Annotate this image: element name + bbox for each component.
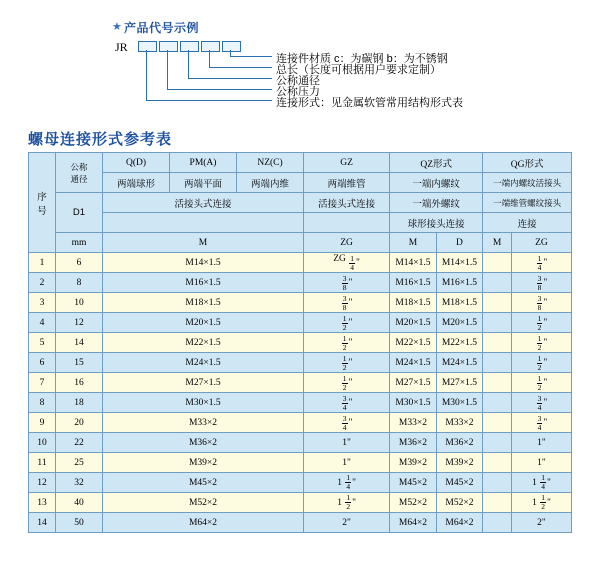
leader-line: [146, 100, 272, 101]
header-blank: [304, 213, 390, 233]
cell-qg-m: [483, 353, 512, 373]
table-row: [29, 413, 572, 433]
star-icon: ★: [112, 21, 122, 33]
cell-qg-zg: 1 $\frac{1}{4}$ ": [511, 473, 571, 493]
header-group-qg: QG形式: [483, 153, 572, 173]
cell-qz-m: M22×1.5: [390, 333, 437, 353]
leader-label-nominal-diameter: 公称通径: [276, 75, 320, 87]
table-header-row: [29, 213, 572, 233]
header-qz-outer-thread: 一端外螺纹: [390, 193, 483, 213]
code-segment-2: [159, 41, 178, 52]
header-unit-m: M: [103, 233, 304, 253]
cell-qg-zg: $\frac{1}{2}$ ": [511, 373, 571, 393]
code-segment-3: [180, 41, 199, 52]
header-group-nzc: NZ(C): [237, 153, 304, 173]
header-seq: 序 号: [29, 153, 56, 253]
header-union-connection: 活接头式连接: [103, 193, 304, 213]
header-group-gz: GZ: [304, 153, 390, 173]
table-row: [29, 513, 572, 533]
cell-qz-m: M27×1.5: [390, 373, 437, 393]
cell-m: M64×2: [103, 513, 304, 533]
leader-line: [209, 50, 210, 67]
leader-line: [146, 50, 147, 100]
table-row: [29, 253, 572, 273]
cell-seq: 8: [29, 393, 56, 413]
cell-qg-m: [483, 453, 512, 473]
table-row: [29, 313, 572, 333]
table-header-row: [29, 153, 572, 173]
cell-qg-zg: 1": [511, 433, 571, 453]
cell-m: M27×1.5: [103, 373, 304, 393]
cell-qz-m: M45×2: [390, 473, 437, 493]
cell-qg-zg: 1": [511, 453, 571, 473]
leader-line: [167, 89, 272, 90]
cell-qz-d: M22×1.5: [436, 333, 483, 353]
cell-dn: 15: [56, 353, 103, 373]
cell-qg-zg: $\frac{3}{8}$ ": [511, 273, 571, 293]
header-group-qz: QZ形式: [390, 153, 483, 173]
leader-line: [188, 50, 189, 78]
cell-qz-m: M36×2: [390, 433, 437, 453]
table-row: [29, 393, 572, 413]
cell-qz-d: M30×1.5: [436, 393, 483, 413]
cell-dn: 50: [56, 513, 103, 533]
table-row: [29, 293, 572, 313]
cell-dn: 6: [56, 253, 103, 273]
table-header-row: [29, 193, 572, 213]
cell-qz-m: M52×2: [390, 493, 437, 513]
cell-zg: $\frac{3}{4}$ ": [304, 393, 390, 413]
cell-qg-zg: $\frac{3}{4}$ ": [511, 413, 571, 433]
cell-seq: 5: [29, 333, 56, 353]
cell-qz-m: M33×2: [390, 413, 437, 433]
cell-qz-d: M39×2: [436, 453, 483, 473]
cell-zg: $\frac{1}{2}$ ": [304, 353, 390, 373]
header-qg-cone-thread-joint: 一端维管螺纹接头: [483, 193, 572, 213]
cell-seq: 4: [29, 313, 56, 333]
leader-line: [209, 67, 272, 68]
page-title: 螺母连接形式参考表: [28, 131, 173, 148]
cell-qg-zg: $\frac{1}{2}$ ": [511, 353, 571, 373]
cell-dn: 40: [56, 493, 103, 513]
nut-connection-table: [28, 152, 572, 533]
table-row: [29, 493, 572, 513]
cell-seq: 14: [29, 513, 56, 533]
leader-label-material: 连接件材质 c：为碳钢 b：为不锈钢: [276, 53, 448, 65]
cell-m: M30×1.5: [103, 393, 304, 413]
cell-m: M39×2: [103, 453, 304, 473]
table-row: [29, 433, 572, 453]
table-row: [29, 453, 572, 473]
header-unit-qz-d: D: [436, 233, 483, 253]
cell-qg-zg: $\frac{1}{2}$ ": [511, 313, 571, 333]
table-row: [29, 373, 572, 393]
cell-qg-m: [483, 493, 512, 513]
cell-m: M14×1.5: [103, 253, 304, 273]
cell-dn: 18: [56, 393, 103, 413]
leader-line: [167, 50, 168, 89]
header-unit-qg-zg: ZG: [511, 233, 571, 253]
cell-qz-m: M14×1.5: [390, 253, 437, 273]
cell-zg: ZG $\frac{1}{4}$ ": [304, 253, 390, 273]
header-blank: [103, 213, 304, 233]
cell-qg-zg: 1 $\frac{1}{2}$ ": [511, 493, 571, 513]
cell-zg: $\frac{3}{4}$ ": [304, 413, 390, 433]
leader-line: [188, 78, 272, 79]
cell-qz-m: M39×2: [390, 453, 437, 473]
header-sub-inner-thread: 一端内螺纹: [390, 173, 483, 193]
cell-m: M33×2: [103, 413, 304, 433]
cell-qz-d: M36×2: [436, 433, 483, 453]
cell-qz-d: M33×2: [436, 413, 483, 433]
cell-qg-m: [483, 293, 512, 313]
cell-zg: 1 $\frac{1}{4}$ ": [304, 473, 390, 493]
cell-zg: $\frac{1}{2}$ ": [304, 373, 390, 393]
cell-qg-m: [483, 273, 512, 293]
cell-dn: 25: [56, 453, 103, 473]
cell-seq: 10: [29, 433, 56, 453]
code-segment-1: [138, 41, 157, 52]
cell-zg: $\frac{1}{2}$ ": [304, 333, 390, 353]
header-gz-union-connection: 活接头式连接: [304, 193, 390, 213]
cell-zg: 2": [304, 513, 390, 533]
cell-qg-zg: $\frac{1}{4}$ ": [511, 253, 571, 273]
cell-qz-d: M16×1.5: [436, 273, 483, 293]
cell-qz-d: M64×2: [436, 513, 483, 533]
cell-qg-m: [483, 513, 512, 533]
leader-line: [230, 56, 272, 57]
header-sub-flat: 两端平面: [170, 173, 237, 193]
header-qg-connection: 连接: [483, 213, 572, 233]
header-sub-cone-pipe: 两端维管: [304, 173, 390, 193]
cell-m: M52×2: [103, 493, 304, 513]
cell-zg: $\frac{1}{2}$ ": [304, 313, 390, 333]
leader-label-connection-type: 连接形式：见金属软管常用结构形式表: [276, 97, 463, 109]
cell-dn: 14: [56, 333, 103, 353]
code-prefix: JR: [115, 40, 128, 54]
cell-m: M22×1.5: [103, 333, 304, 353]
cell-qg-m: [483, 413, 512, 433]
cell-qz-m: M18×1.5: [390, 293, 437, 313]
cell-qz-d: M24×1.5: [436, 353, 483, 373]
cell-qg-m: [483, 313, 512, 333]
table-row: [29, 353, 572, 373]
cell-zg: $\frac{3}{8}$ ": [304, 273, 390, 293]
cell-seq: 7: [29, 373, 56, 393]
cell-dn: 16: [56, 373, 103, 393]
cell-zg: 1": [304, 453, 390, 473]
header-dn: 公称 通径: [56, 153, 103, 193]
header-sub-inner-thread-union: 一端内螺纹活接头: [483, 173, 572, 193]
header-d1: D1: [56, 193, 103, 233]
cell-qz-d: M52×2: [436, 493, 483, 513]
cell-qz-m: M30×1.5: [390, 393, 437, 413]
cell-m: M20×1.5: [103, 313, 304, 333]
code-segment-4: [201, 41, 220, 52]
leader-label-length: 总长（长度可根据用户要求定制）: [276, 64, 441, 76]
leader-label-nominal-pressure: 公称压力: [276, 86, 320, 98]
cell-dn: 10: [56, 293, 103, 313]
product-code-diagram: [0, 0, 600, 122]
header-sub-inner-cone: 两端内维: [237, 173, 304, 193]
code-segment-5: [222, 41, 241, 52]
table-row: [29, 273, 572, 293]
cell-seq: 11: [29, 453, 56, 473]
header-group-pma: PM(A): [170, 153, 237, 173]
cell-seq: 2: [29, 273, 56, 293]
cell-dn: 8: [56, 273, 103, 293]
cell-qg-m: [483, 253, 512, 273]
cell-m: M24×1.5: [103, 353, 304, 373]
header-qz-ball-joint: 球形接头连接: [390, 213, 483, 233]
header-group-qd: Q(D): [103, 153, 170, 173]
cell-qz-d: M18×1.5: [436, 293, 483, 313]
cell-seq: 9: [29, 413, 56, 433]
cell-qz-d: M14×1.5: [436, 253, 483, 273]
cell-m: M18×1.5: [103, 293, 304, 313]
cell-m: M36×2: [103, 433, 304, 453]
cell-qg-m: [483, 433, 512, 453]
cell-dn: 32: [56, 473, 103, 493]
cell-seq: 13: [29, 493, 56, 513]
diagram-title: 产品代号示例: [124, 21, 200, 35]
cell-qz-d: M27×1.5: [436, 373, 483, 393]
cell-qz-m: M20×1.5: [390, 313, 437, 333]
header-sub-ball: 两端球形: [103, 173, 170, 193]
cell-zg: 1 $\frac{1}{2}$ ": [304, 493, 390, 513]
cell-qg-m: [483, 473, 512, 493]
table-row: [29, 473, 572, 493]
table-row: [29, 333, 572, 353]
cell-qg-m: [483, 333, 512, 353]
cell-qg-m: [483, 393, 512, 413]
cell-qz-m: M16×1.5: [390, 273, 437, 293]
cell-qz-m: M24×1.5: [390, 353, 437, 373]
header-unit-qz-m: M: [390, 233, 437, 253]
cell-qg-zg: $\frac{3}{8}$ ": [511, 293, 571, 313]
cell-qg-zg: $\frac{1}{2}$ ": [511, 333, 571, 353]
cell-seq: 3: [29, 293, 56, 313]
cell-seq: 1: [29, 253, 56, 273]
cell-m: M16×1.5: [103, 273, 304, 293]
cell-m: M45×2: [103, 473, 304, 493]
cell-qg-m: [483, 373, 512, 393]
cell-qz-d: M20×1.5: [436, 313, 483, 333]
cell-dn: 20: [56, 413, 103, 433]
cell-zg: $\frac{3}{8}$ ": [304, 293, 390, 313]
cell-qg-zg: 2": [511, 513, 571, 533]
cell-qz-m: M64×2: [390, 513, 437, 533]
table-header-row: [29, 233, 572, 253]
table-header-row: [29, 173, 572, 193]
cell-dn: 12: [56, 313, 103, 333]
cell-seq: 12: [29, 473, 56, 493]
header-unit-zg: ZG: [304, 233, 390, 253]
header-unit-mm: mm: [56, 233, 103, 253]
cell-qz-d: M45×2: [436, 473, 483, 493]
cell-seq: 6: [29, 353, 56, 373]
cell-qg-zg: $\frac{3}{4}$ ": [511, 393, 571, 413]
header-unit-qg-m: M: [483, 233, 512, 253]
cell-zg: 1": [304, 433, 390, 453]
cell-dn: 22: [56, 433, 103, 453]
